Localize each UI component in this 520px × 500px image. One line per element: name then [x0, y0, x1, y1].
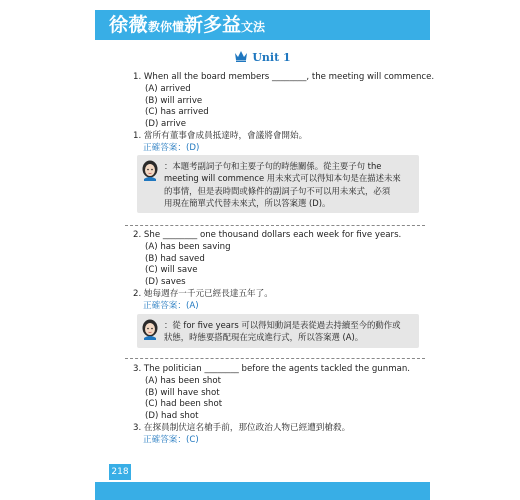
- question-1: [133, 72, 434, 155]
- option-d: (D) had shot: [145, 411, 199, 422]
- option-b: (B) will arrive: [145, 95, 203, 106]
- option-a: (A) has been shot: [145, 375, 221, 386]
- teacher-avatar-icon: [141, 318, 159, 340]
- option-c: (C) has arrived: [145, 107, 209, 118]
- unit-label: Unit 1: [252, 51, 291, 64]
- option-b: (B) will have shot: [145, 387, 220, 398]
- answer-label: 正確答案：(D): [143, 142, 200, 153]
- explanation-box-1: [137, 155, 419, 213]
- unit-heading: [95, 46, 430, 64]
- header-title: [109, 14, 265, 38]
- question-3: [133, 364, 410, 447]
- question-stem: 2. She ________ one thousand dollars each week for five years.: [133, 230, 402, 240]
- section-divider: [125, 225, 425, 226]
- option-d: (D) arrive: [145, 119, 186, 130]
- explanation-box-2: [137, 314, 419, 348]
- header-author-name: 徐薇: [109, 14, 149, 36]
- explanation-text: [164, 160, 413, 210]
- option-d: (D) saves: [145, 277, 186, 288]
- teacher-avatar-icon: [141, 159, 159, 181]
- explanation-text: [164, 319, 413, 344]
- option-b: (B) had saved: [145, 253, 205, 264]
- page-number: 218: [109, 464, 131, 480]
- explanation-line: 狀態，時態要搭配現在完成進行式，所以答案選 (A)。: [164, 332, 364, 343]
- option-a: (A) has been saving: [145, 241, 231, 252]
- book-page: [95, 0, 435, 500]
- question-translation: 3. 在探員制伏這名槍手前，那位政治人物已經遭到槍殺。: [133, 422, 351, 433]
- explanation-line: 用現在簡單式代替未來式，所以答案選 (D)。: [164, 198, 331, 209]
- section-divider: [125, 358, 425, 359]
- explanation-line: ：從 for five years 可以得知動詞是表從過去持續至今的動作或: [164, 320, 401, 330]
- explanation-line: ：本題考副詞子句和主要子句的時態關係。從主要子句 the: [164, 161, 382, 171]
- page-header: [95, 10, 430, 40]
- option-c: (C) had been shot: [145, 399, 223, 410]
- answer-label: 正確答案：(C): [143, 434, 199, 445]
- explanation-line: meeting will commence 用未來式可以得知本句是在描述未來: [164, 173, 401, 184]
- question-translation: 2. 她每週存一千元已經長達五年了。: [133, 288, 273, 299]
- question-2: [133, 230, 401, 313]
- question-translation: 1. 當所有董事會成員抵達時，會議將會開始。: [133, 130, 308, 141]
- option-a: (A) arrived: [145, 83, 191, 94]
- question-stem: 1. When all the board members ________, the meeting will commence.: [133, 72, 435, 82]
- question-stem: 3. The politician ________ before the agents tackled the gunman.: [133, 364, 411, 374]
- crown-icon: [234, 50, 248, 62]
- option-c: (C) will save: [145, 265, 198, 276]
- explanation-line: 的事情，但是表時間或條件的副詞子句不可以用未來式，必須: [164, 185, 391, 196]
- header-title-part3: 文法: [241, 20, 266, 34]
- header-title-part2: 新多益: [184, 14, 242, 36]
- header-title-part1: 教你懂: [148, 20, 185, 34]
- answer-label: 正確答案：(A): [143, 300, 199, 311]
- page-footer-bar: [95, 482, 430, 500]
